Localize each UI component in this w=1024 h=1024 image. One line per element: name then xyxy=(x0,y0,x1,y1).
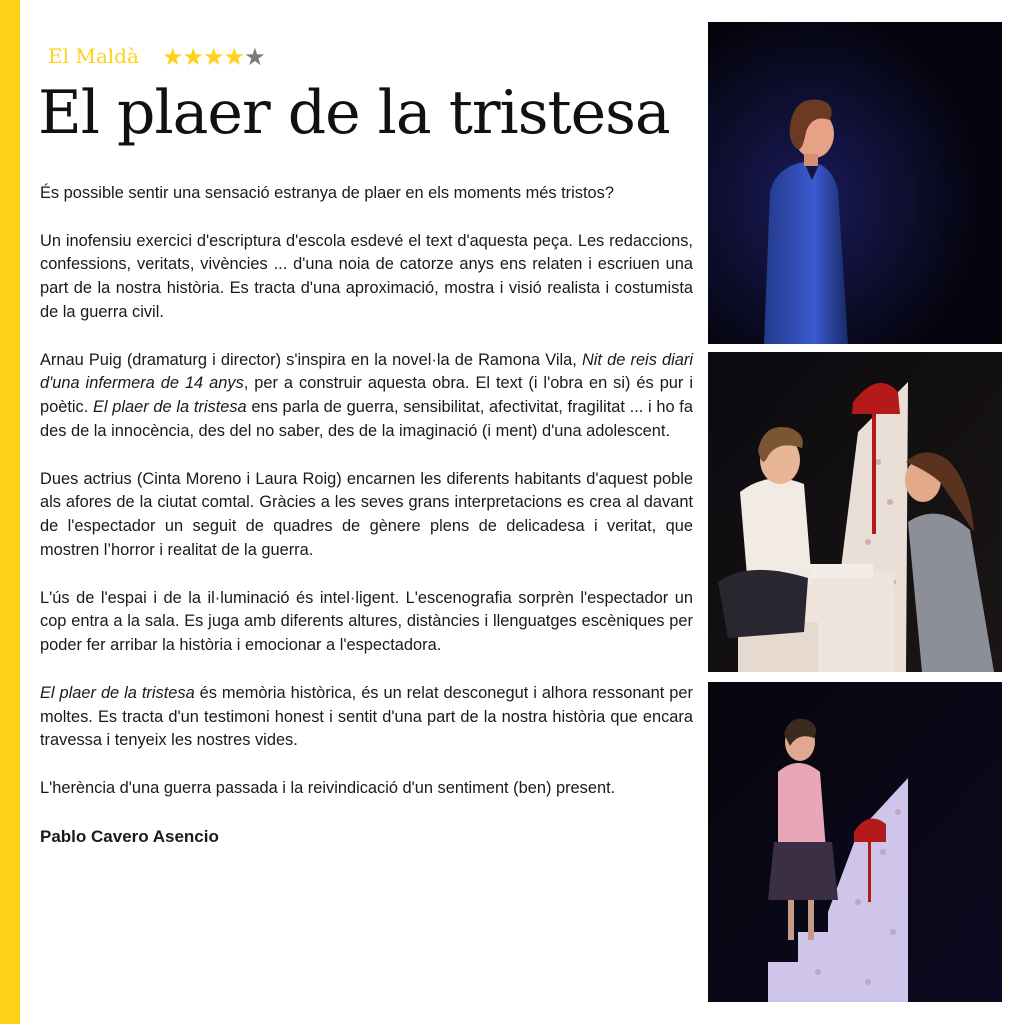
paragraph-closing: L'herència d'una guerra passada i la reivindicació d'un sentiment (ben) present. xyxy=(40,778,616,797)
play-title: El plaer de la tristesa xyxy=(93,398,247,417)
star-empty-icon: ★ xyxy=(244,44,265,71)
paragraph-intro: És possible sentir una sensació estranya de plaer en els moments més tristos? xyxy=(40,184,614,202)
paragraph-actresses: Dues actrius (Cinta Moreno i Laura Roig) encarnen les diferents habitants d'aquest poble als afores de la ciutat comtal. Gràcies a les seves grans interpretacions es crea al davant de l'espectador un seguit de quadres de gènere plens de delicadesa i veritat, que mostren l’horror i realitat de la guerra. xyxy=(40,469,693,559)
stage-photo-1 xyxy=(708,22,1002,344)
page-title: El plaer de la tristesa xyxy=(38,78,670,148)
paragraph-author-source: Arnau Puig (dramaturg i director) s'inspira en la novel·la de Ramona Vila, Nit de reis diari d'una infermera de 14 anys, per a construir aquesta obra. El text (i l'obra en si) és pur i poètic. El plaer de la tristesa ens parla de guerra, sensibilitat, afectivitat, fragilitat ... i ho fa des de la innocència, des del no saber, des de la imaginació (i ment) d'una adolescent. xyxy=(40,350,694,440)
paragraph-staging: L'ús de l'espai i de la il·luminació és intel·ligent. L'escenografia sorprèn l'espectador un cop entra a la sala. Es juga amb diferents altures, distàncies i llenguatges escèniques per poder fer arribar la història i emocionar a l'espectadora. xyxy=(40,588,693,655)
stage-photo-2 xyxy=(708,352,1002,672)
play-title: El plaer de la tristesa xyxy=(40,683,195,702)
accent-bar xyxy=(0,0,20,1024)
star-filled-icon: ★★★★ xyxy=(162,44,245,71)
venue-label: El Maldà xyxy=(48,44,139,68)
paragraph-memory: El plaer de la tristesa és memòria històrica, és un relat desconegut i alhora ressonant per moltes. Es tracta d'un testimoni honest i sentit d'una part de la nostra història que encara travessa i tenyeix les nostres vides. xyxy=(40,683,693,750)
book-title: Nit de reis diari d'una infermera de 14 anys xyxy=(40,350,694,393)
author-name: Pablo Cavero Asencio xyxy=(40,826,219,846)
article-body xyxy=(40,182,693,872)
paragraph-context: Un inofensiu exercici d'escriptura d'escola esdevé el text d'aquesta peça. Les redaccions, confessions, veritats, vivències ... d'una noia de catorze anys ens relaten i escriuen una part de la nostra història. Es tracta d'una aproximació, mostra i visió realista i costumista de la guerra civil. xyxy=(40,231,693,321)
star-rating xyxy=(162,43,265,72)
stage-photo-3 xyxy=(708,682,1002,1002)
